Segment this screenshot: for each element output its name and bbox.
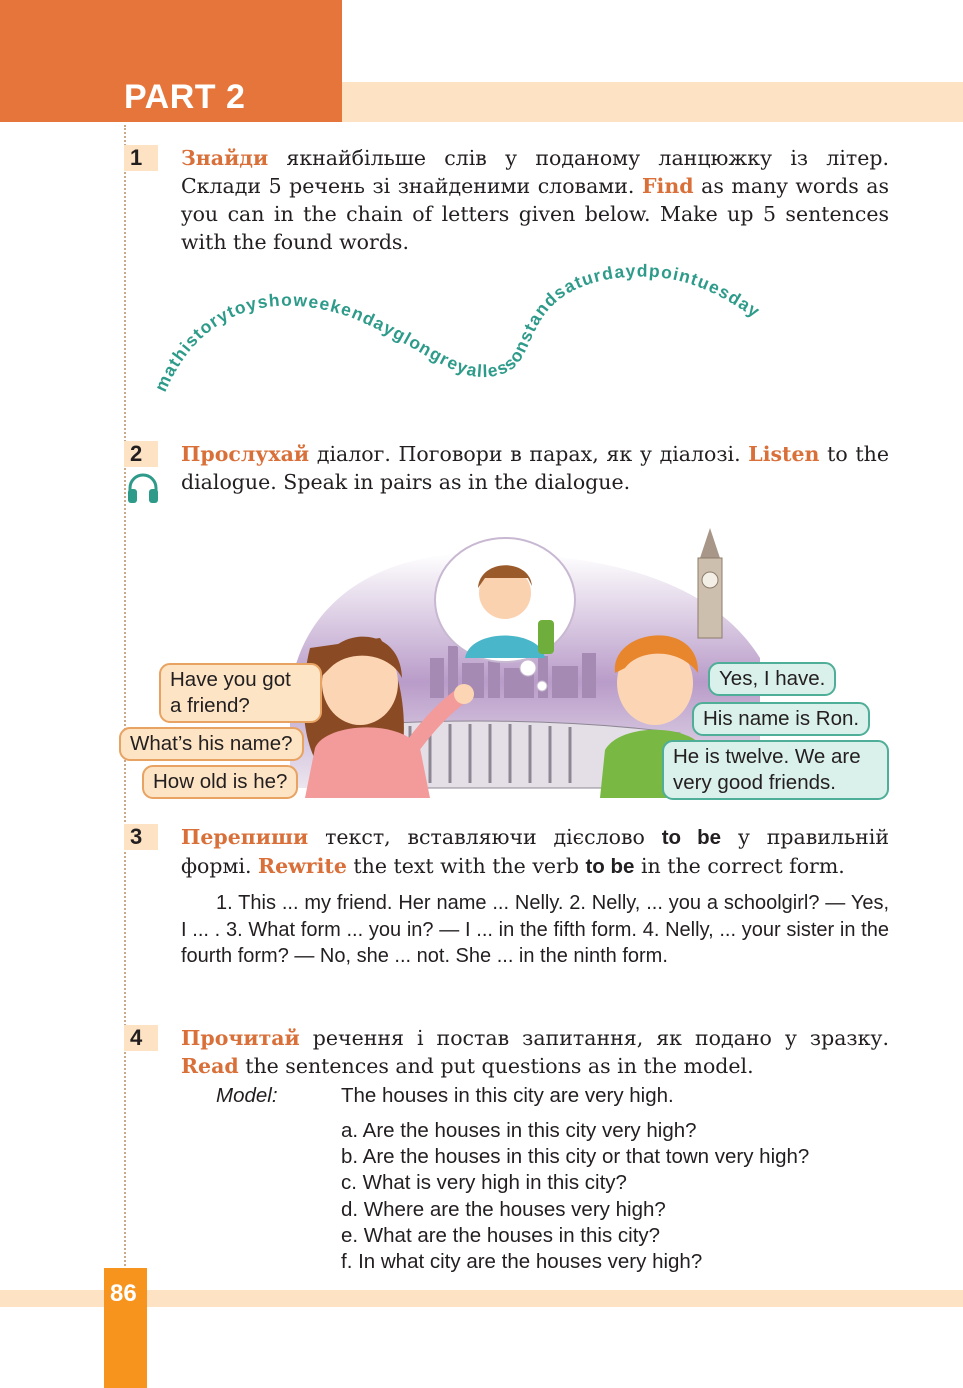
speech-bubble-his-name-ron: His name is Ron. (692, 702, 870, 736)
speech-bubble-whats-his-name: What’s his name? (119, 727, 304, 761)
exercise-4-keyword-en: Read (181, 1054, 239, 1078)
exercise-3-number: 3 (124, 824, 158, 850)
exercise-3-body: 1. This ... my friend. Her name ... Nelly. 2. Nelly, ... you a schoolgirl? — Yes, I ... . 3. What form ... you in? — I ... in the fifth form. 4. Nelly, ... your sister in the fourth form? — No, she ... not. She ... in the ninth form. (181, 892, 889, 967)
exercise-4-text-uk: речення і постав запитання, як подано у зразку. (299, 1026, 889, 1050)
exercise-3-text-en-1: the text with the verb (346, 854, 586, 878)
letter-chain-textpath: mathistorytoyshoweekendayglongreyallessonstandsaturdaydpointuesday (150, 260, 765, 395)
model-answers (341, 1118, 809, 1275)
exercise-4-keyword-uk: Прочитай (181, 1026, 300, 1050)
bubble-line-2: very good friends. (673, 771, 836, 794)
page-number: 86 (110, 1280, 137, 1307)
exercise-3-verb: to be (661, 826, 721, 849)
bubble-line-1: He is twelve. We are (673, 745, 861, 768)
exercise-1-text-en: as many words as you can in the chain of letters given below. Make up 5 sentences with the found words. (181, 174, 890, 254)
speech-bubble-have-friend (159, 663, 322, 723)
exercise-2-instructions (181, 440, 889, 496)
exercise-2-keyword-uk: Прослухай (181, 442, 310, 466)
margin-dotted-rule (124, 125, 126, 1270)
bubble-line-2: a friend? (170, 694, 250, 717)
exercise-2-number: 2 (124, 441, 158, 467)
model-sentence: The houses in this city are very high. (341, 1084, 674, 1107)
headphones-icon (126, 472, 160, 504)
model-answer: c. What is very high in this city? (341, 1171, 627, 1195)
exercise-4-number: 4 (124, 1025, 158, 1051)
exercise-4-instructions (181, 1024, 889, 1080)
part-title: PART 2 (124, 78, 246, 116)
exercise-3-text-uk-1: текст, вставляючи дієслово (308, 825, 662, 849)
exercise-1-keyword-uk: Знайди (181, 146, 269, 170)
speech-bubble-yes-i-have: Yes, I have. (708, 662, 836, 696)
exercise-4-text-en: the sentences and put questions as in the model. (238, 1054, 754, 1078)
exercise-2-text-uk: діалог. Поговори в парах, як у діалозі. (309, 442, 749, 466)
big-ben-tower (698, 528, 722, 638)
exercise-3-keyword-uk: Перепиши (181, 825, 309, 849)
speech-bubble-he-is-twelve (662, 740, 889, 800)
exercise-1-keyword-en: Find (641, 174, 694, 198)
exercise-3-verb-en: to be (585, 855, 635, 878)
exercise-1-text-uk: якнайбільше слів у поданому ланцюжку із літер. Склади 5 речень зі знайденими словами. (181, 146, 889, 198)
exercise-1-instructions (181, 144, 889, 256)
letter-chain-text (150, 260, 764, 394)
header-stripe (342, 82, 963, 122)
exercise-3-text-uk-2: у правильній формі. (181, 825, 889, 878)
speech-bubble-how-old: How old is he? (142, 765, 298, 799)
model-answer: f. In what city are the houses very high? (341, 1250, 703, 1274)
exercise-2-keyword-en: Listen (748, 442, 820, 466)
model-answer: d. Where are the houses very high? (341, 1197, 666, 1221)
model-label: Model: (216, 1084, 278, 1107)
exercise-3-keyword-en: Rewrite (258, 854, 347, 878)
exercise-1-number: 1 (124, 145, 158, 171)
exercise-2-text-en: to the dialogue. Speak in pairs as in the dialogue. (181, 442, 889, 494)
model-answer: e. What are the houses in this city? (341, 1223, 661, 1247)
letter-chain (140, 255, 910, 405)
model-answer: b. Are the houses in this city or that town very high? (341, 1145, 810, 1169)
bubble-line-1: Have you got (170, 668, 291, 691)
exercise-3-instructions (181, 823, 889, 881)
model-answer: a. Are the houses in this city very high? (341, 1119, 697, 1142)
exercise-3-text-en-2: in the correct form. (634, 854, 845, 878)
